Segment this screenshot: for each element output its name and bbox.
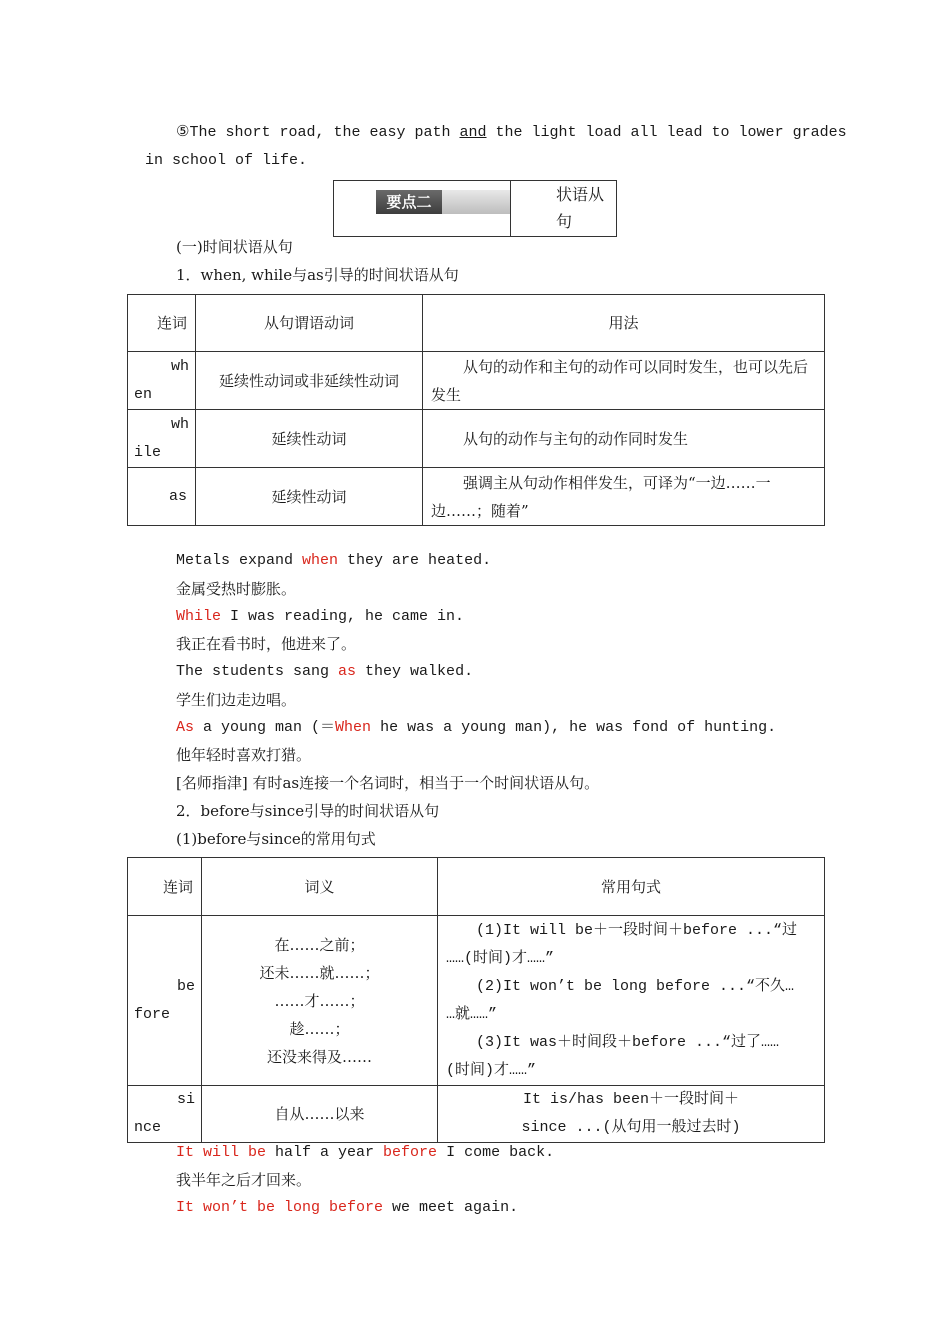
meaning-cell: 自从……以来 [202, 1086, 438, 1143]
header-pattern: 常用句式 [438, 858, 825, 916]
conjunction-cell: si nce [128, 1086, 202, 1143]
header-verb: 从句谓语动词 [196, 295, 423, 352]
conjunction-table-2 [127, 857, 825, 1143]
subheading-1: 1．when, while与as引导的时间状语从句 [176, 266, 459, 284]
intro-text-a: ⑤The short road, the easy path [176, 124, 460, 141]
highlight-when: When [335, 719, 372, 736]
table-row-before [128, 916, 825, 1086]
subheading-2: 2．before与since引导的时间状语从句 [176, 802, 440, 820]
table-row [128, 352, 825, 410]
highlight-it-will-be: It will be [176, 1144, 267, 1161]
usage-cell: 从句的动作和主句的动作可以同时发生，也可以先后发生 [423, 352, 825, 410]
section-header [333, 180, 617, 237]
section-badge [376, 190, 510, 214]
intro-underlined-and: and [459, 124, 487, 141]
example-1: Metals expand when they are heated. [176, 552, 492, 569]
example-2-translation: 我正在看书时，他进来了。 [176, 635, 357, 653]
header-meaning: 词义 [202, 858, 438, 916]
conjunction-cell: wh ile [128, 410, 196, 468]
usage-cell: 强调主从句动作相伴发生，可译为“一边……一边……；随着” [423, 468, 825, 526]
example-2: While I was reading, he came in. [176, 608, 465, 625]
usage-cell: 从句的动作与主句的动作同时发生 [423, 410, 825, 468]
intro-line-2: in school of life. [145, 152, 308, 169]
verb-cell: 延续性动词 [196, 468, 423, 526]
header-usage: 用法 [423, 295, 825, 352]
section-title: 状语从句 [556, 185, 605, 231]
highlight-as: As [176, 719, 195, 736]
section-badge-label: 要点二 [376, 190, 442, 214]
highlight-before: before [383, 1144, 438, 1161]
highlight-wont-be-long-before: It won’t be long before [176, 1199, 384, 1216]
table-row [128, 410, 825, 468]
highlight-while: While [176, 608, 222, 625]
header-conjunction: 连词 [128, 295, 196, 352]
example-3: The students sang as they walked. [176, 663, 474, 680]
conjunction-table-1 [127, 294, 825, 526]
table-row-since [128, 1086, 825, 1143]
conjunction-cell: as [128, 468, 196, 526]
conjunction-cell: wh en [128, 352, 196, 410]
intro-text-b: the light load all lead to lower grades [486, 124, 847, 141]
intro-line-1 [176, 123, 847, 143]
highlight-as: as [338, 663, 357, 680]
example-1-translation: 金属受热时膨胀。 [176, 580, 297, 598]
example-5: It will be half a year before I come back. [176, 1144, 555, 1161]
pattern-cell: (1)It will be＋一段时间＋before ...“过 ……(时间)才……” (2)It won’t be long before ...“不久… …就……” (3)It was＋时间段＋before ...“过了…… (时间)才……” [438, 916, 825, 1086]
table-header-row [128, 858, 825, 916]
teacher-tip: [名师指津] 有时as连接一个名词时，相当于一个时间状语从句。 [176, 774, 600, 792]
highlight-when: when [302, 552, 339, 569]
header-conjunction: 连词 [128, 858, 202, 916]
example-4: As a young man (＝When he was a young man), he was fond of hunting. [176, 719, 777, 736]
example-5-translation: 我半年之后才回来。 [176, 1171, 312, 1189]
subheading-2a: (1)before与since的常用句式 [176, 830, 376, 848]
header-divider [510, 181, 511, 236]
example-3-translation: 学生们边走边唱。 [176, 691, 297, 709]
table-row [128, 468, 825, 526]
example-4-translation: 他年轻时喜欢打猎。 [176, 746, 312, 764]
meaning-cell: 在……之前； 还未……就……； ……才……； 趁……； 还没来得及…… [202, 916, 438, 1086]
section-heading: (一)时间状语从句 [176, 238, 293, 256]
table-header-row [128, 295, 825, 352]
pattern-cell: It is/has been＋一段时间＋ since ...(从句用一般过去时) [438, 1086, 825, 1143]
verb-cell: 延续性动词 [196, 410, 423, 468]
verb-cell: 延续性动词或非延续性动词 [196, 352, 423, 410]
example-6: It won’t be long before we meet again. [176, 1199, 519, 1216]
conjunction-cell: be fore [128, 916, 202, 1086]
